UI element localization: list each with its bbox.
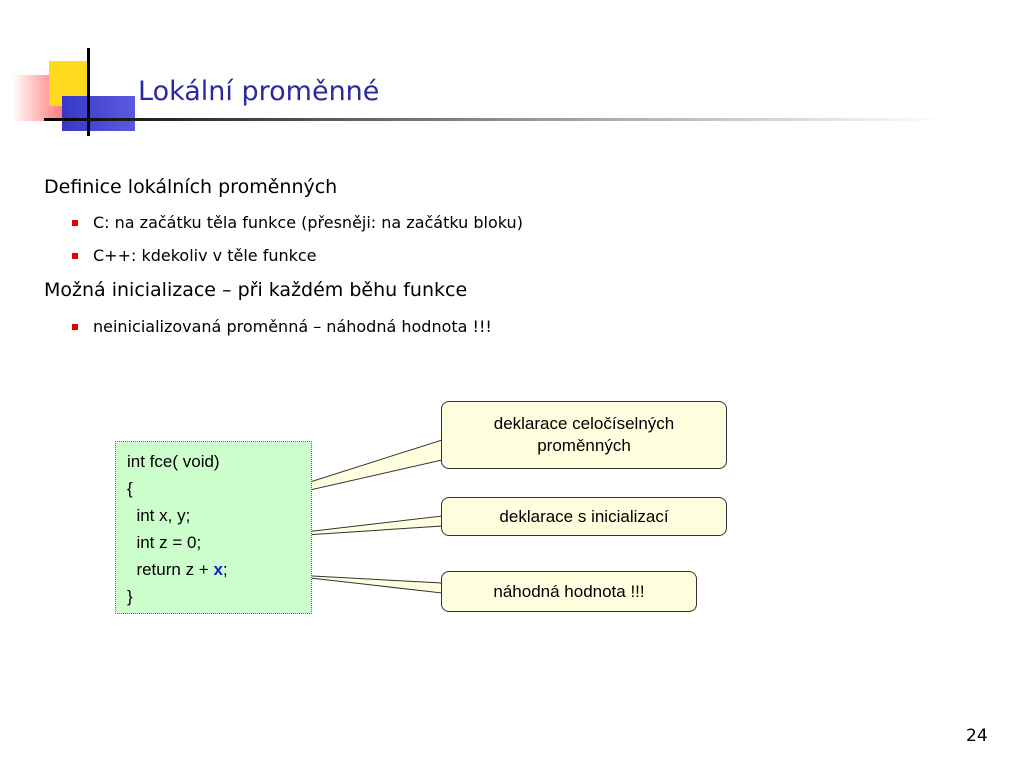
- callout-integer-declarations-line2: proměnných: [537, 436, 631, 455]
- slide-title: Lokální proměnné: [138, 76, 380, 107]
- callout-random-value: [441, 571, 697, 612]
- code-line-decl-xy: int x, y;: [127, 506, 191, 525]
- sub-bullet-uninitialized-text: neinicializovaná proměnná – náhodná hodnota !!!: [93, 317, 492, 336]
- callout-declaration-with-init: [441, 497, 727, 536]
- page-number: 24: [966, 726, 988, 746]
- code-return-suffix: ;: [222, 560, 228, 579]
- code-line-open-brace: {: [127, 479, 133, 498]
- code-return-highlight-x: x: [213, 560, 223, 579]
- code-example-box: [115, 441, 312, 614]
- bullet-definition: Definice lokálních proměnných: [44, 176, 338, 198]
- callout-integer-declarations: [441, 401, 727, 469]
- callout-random-value-text: náhodná hodnota !!!: [493, 582, 645, 601]
- callout-integer-declarations-line1: deklarace celočíselných: [493, 414, 675, 433]
- bullet-initialization: Možná inicializace – při každém běhu funkce: [44, 279, 468, 301]
- code-line-close-brace: }: [127, 587, 133, 606]
- sub-bullet-c-text: C: na začátku těla funkce (přesněji: na začátku bloku): [93, 213, 523, 232]
- callout-declaration-with-init-text: deklarace s inicializací: [499, 507, 669, 526]
- code-return-prefix: return z +: [127, 560, 214, 579]
- code-line-return: [127, 560, 228, 580]
- sub-bullet-cpp-text: C++: kdekoliv v těle funkce: [93, 246, 317, 265]
- code-line-decl-z: int z = 0;: [127, 533, 202, 552]
- code-line-signature: int fce( void): [127, 452, 220, 471]
